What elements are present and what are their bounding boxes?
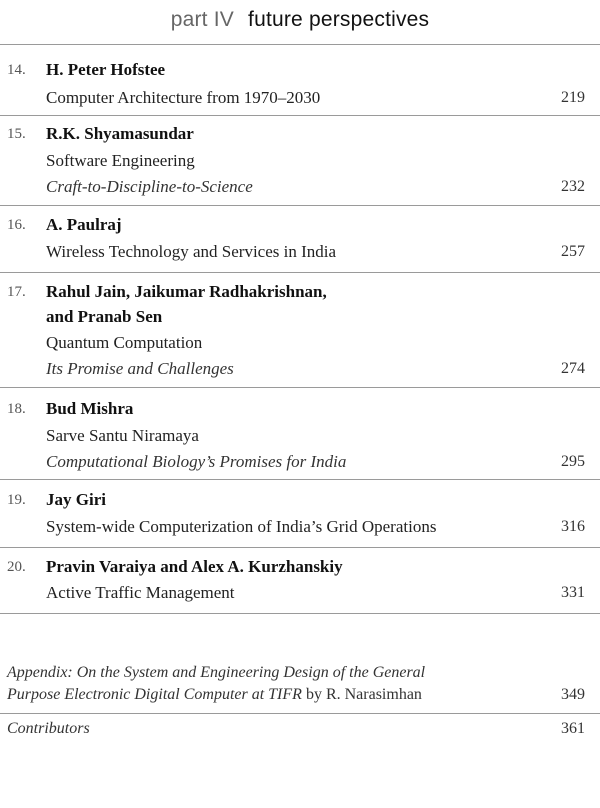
- entry-divider: [0, 272, 600, 273]
- page-number: 274: [561, 360, 585, 377]
- page-number: 295: [561, 453, 585, 470]
- chapter-subtitle: Its Promise and Challenges: [46, 359, 234, 378]
- page-number: 361: [561, 720, 585, 737]
- chapter-number: 17.: [7, 284, 26, 300]
- appendix-title-line1: Appendix: On the System and Engineering Design of the General: [7, 664, 426, 681]
- chapter-author: R.K. Shyamasundar: [46, 124, 194, 143]
- chapter-author-cont: and Pranab Sen: [46, 307, 163, 326]
- chapter-author: Jay Giri: [46, 490, 106, 509]
- chapter-author: A. Paulraj: [46, 215, 122, 234]
- page-number: 331: [561, 584, 585, 601]
- chapter-author: Bud Mishra: [46, 399, 134, 418]
- appendix-title-text: Purpose Electronic Digital Computer at TIFR: [7, 686, 302, 703]
- chapter-number: 16.: [7, 217, 26, 233]
- chapter-number: 15.: [7, 126, 26, 142]
- page-number: 257: [561, 243, 585, 260]
- chapter-author: H. Peter Hofstee: [46, 60, 166, 79]
- header-rule: [0, 44, 600, 45]
- entry-divider: [0, 713, 600, 714]
- chapter-subtitle: Craft-to-Discipline-to-Science: [46, 177, 253, 196]
- entry-divider: [0, 115, 600, 116]
- chapter-subtitle: Computational Biology’s Promises for India: [46, 452, 347, 471]
- chapter-number: 20.: [7, 559, 26, 575]
- chapter-title: Wireless Technology and Services in India: [46, 242, 337, 261]
- entry-divider: [0, 479, 600, 480]
- page-number: 349: [561, 686, 585, 703]
- chapter-title: Computer Architecture from 1970–2030: [46, 88, 321, 107]
- contributors-label: Contributors: [7, 720, 90, 737]
- page-number: 219: [561, 89, 585, 106]
- chapter-number: 19.: [7, 492, 26, 508]
- chapter-title: Sarve Santu Niramaya: [46, 426, 199, 445]
- part-title: future perspectives: [248, 8, 430, 31]
- appendix-title-line2: [7, 686, 422, 704]
- page-number: 316: [561, 518, 585, 535]
- chapter-title: Software Engineering: [46, 151, 195, 170]
- entry-divider: [0, 205, 600, 206]
- chapter-title: Quantum Computation: [46, 333, 203, 352]
- section-heading: [0, 8, 600, 32]
- entry-divider: [0, 613, 600, 614]
- chapter-number: 18.: [7, 401, 26, 417]
- chapter-author: Rahul Jain, Jaikumar Radhakrishnan,: [46, 282, 327, 301]
- page-number: 232: [561, 178, 585, 195]
- chapter-author: Pravin Varaiya and Alex A. Kurzhanskiy: [46, 557, 343, 576]
- chapter-title: Active Traffic Management: [46, 583, 235, 602]
- entry-divider: [0, 387, 600, 388]
- entry-divider: [0, 547, 600, 548]
- appendix-author: by R. Narasimhan: [301, 686, 422, 703]
- part-label: part IV: [170, 8, 234, 31]
- chapter-number: 14.: [7, 62, 26, 78]
- chapter-title: System-wide Computerization of India’s Grid Operations: [46, 517, 437, 536]
